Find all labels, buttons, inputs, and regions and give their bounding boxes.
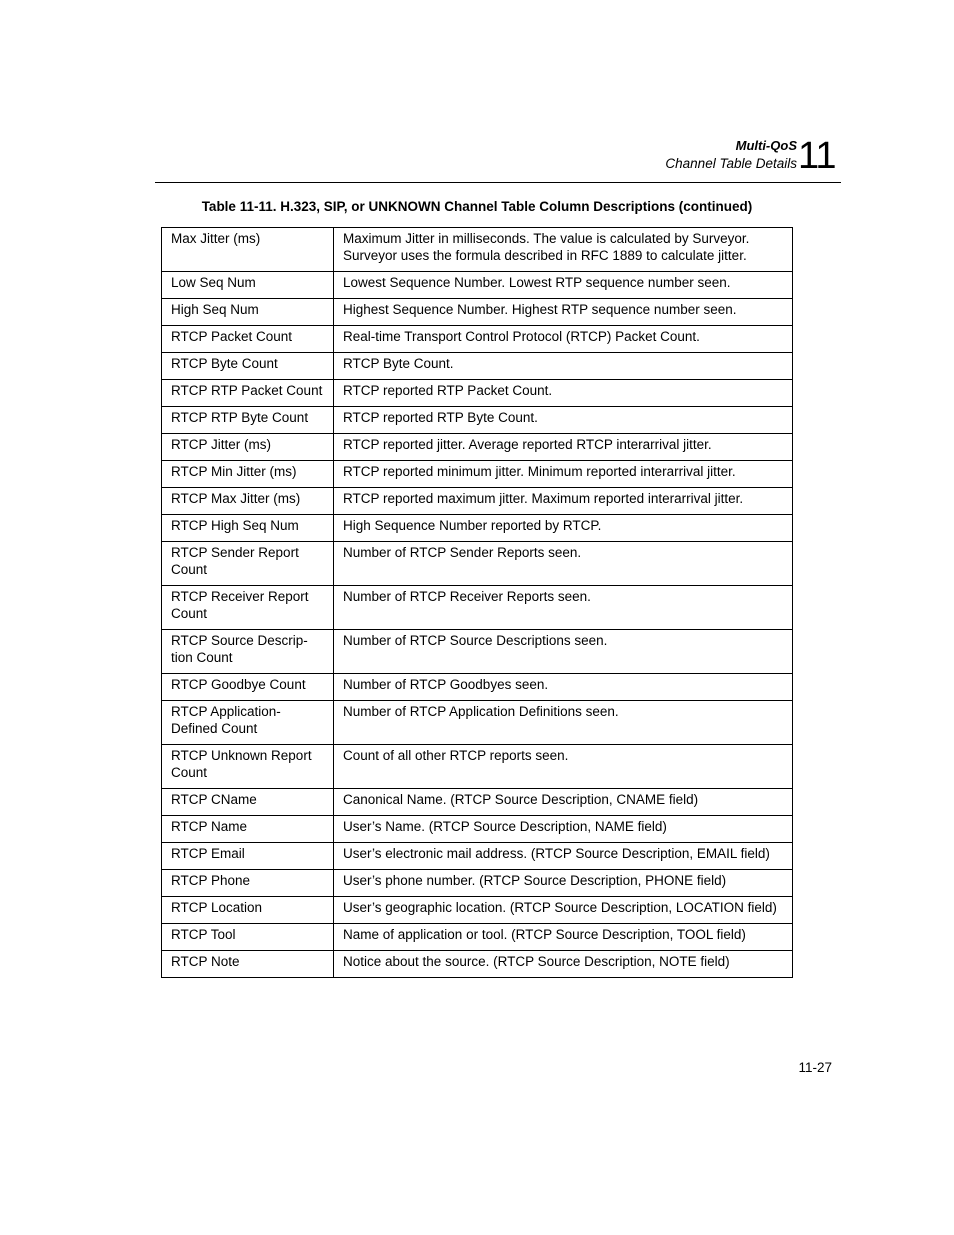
column-name-cell: High Seq Num (162, 299, 334, 326)
column-name-cell: RTCP Sender Report Count (162, 542, 334, 586)
column-name-cell: RTCP Goodbye Count (162, 674, 334, 701)
column-description-cell: Number of RTCP Receiver Reports seen. (334, 586, 793, 630)
column-name-cell: RTCP Jitter (ms) (162, 434, 334, 461)
table-caption: Table 11-11. H.323, SIP, or UNKNOWN Channel Table Column Descriptions (continued) (201, 199, 753, 214)
column-descriptions-table (161, 227, 793, 978)
column-description-cell: Canonical Name. (RTCP Source Description, CNAME field) (334, 789, 793, 816)
table-row (162, 745, 793, 789)
table-row (162, 515, 793, 542)
column-description-cell: RTCP reported jitter. Average reported RTCP interarrival jitter. (334, 434, 793, 461)
column-name-cell: RTCP Tool (162, 924, 334, 951)
column-description-cell: Number of RTCP Sender Reports seen. (334, 542, 793, 586)
column-name-cell: RTCP Min Jitter (ms) (162, 461, 334, 488)
column-description-cell: User’s electronic mail address. (RTCP Source Description, EMAIL field) (334, 843, 793, 870)
column-name-cell: Max Jitter (ms) (162, 228, 334, 272)
table-row (162, 407, 793, 434)
column-description-cell: User’s Name. (RTCP Source Description, NAME field) (334, 816, 793, 843)
table-row (162, 951, 793, 978)
table-row (162, 353, 793, 380)
column-name-cell: RTCP RTP Byte Count (162, 407, 334, 434)
table-body (162, 228, 793, 978)
table-row (162, 586, 793, 630)
column-description-cell: RTCP reported maximum jitter. Maximum reported interarrival jitter. (334, 488, 793, 515)
column-name-cell: Low Seq Num (162, 272, 334, 299)
column-description-cell: High Sequence Number reported by RTCP. (334, 515, 793, 542)
table-row (162, 488, 793, 515)
table-row (162, 326, 793, 353)
column-name-cell: RTCP Unknown Report Count (162, 745, 334, 789)
page-number: 11-27 (798, 1060, 832, 1075)
column-description-cell: RTCP reported RTP Byte Count. (334, 407, 793, 434)
column-name-cell: RTCP Email (162, 843, 334, 870)
column-name-cell: RTCP Name (162, 816, 334, 843)
column-description-cell: Notice about the source. (RTCP Source Description, NOTE field) (334, 951, 793, 978)
table-row (162, 630, 793, 674)
table-row (162, 272, 793, 299)
table-row (162, 701, 793, 745)
column-description-cell: RTCP reported minimum jitter. Minimum reported interarrival jitter. (334, 461, 793, 488)
column-description-cell: Number of RTCP Goodbyes seen. (334, 674, 793, 701)
column-name-cell: RTCP Max Jitter (ms) (162, 488, 334, 515)
table-row (162, 380, 793, 407)
chapter-number: 11 (798, 135, 836, 177)
column-name-cell: RTCP Packet Count (162, 326, 334, 353)
column-name-cell: RTCP High Seq Num (162, 515, 334, 542)
table-row (162, 674, 793, 701)
column-description-cell: Count of all other RTCP reports seen. (334, 745, 793, 789)
table-row (162, 299, 793, 326)
column-description-cell: Highest Sequence Number. Highest RTP sequence number seen. (334, 299, 793, 326)
column-name-cell: RTCP Byte Count (162, 353, 334, 380)
column-name-cell: RTCP Phone (162, 870, 334, 897)
running-header-subsection: Channel Table Details (665, 156, 797, 171)
column-description-cell: RTCP Byte Count. (334, 353, 793, 380)
table-row (162, 870, 793, 897)
table-row (162, 789, 793, 816)
column-description-cell: Number of RTCP Application Definitions seen. (334, 701, 793, 745)
column-description-cell: RTCP reported RTP Packet Count. (334, 380, 793, 407)
column-name-cell: RTCP Source Descrip-tion Count (162, 630, 334, 674)
table-row (162, 816, 793, 843)
column-name-cell: RTCP Note (162, 951, 334, 978)
table-row (162, 897, 793, 924)
column-name-cell: RTCP RTP Packet Count (162, 380, 334, 407)
header-rule (155, 182, 841, 183)
table-row (162, 228, 793, 272)
table-row (162, 924, 793, 951)
running-header-section: Multi-QoS (735, 138, 797, 153)
column-name-cell: RTCP Application-Defined Count (162, 701, 334, 745)
column-description-cell: Real-time Transport Control Protocol (RTCP) Packet Count. (334, 326, 793, 353)
table-row (162, 434, 793, 461)
column-name-cell: RTCP CName (162, 789, 334, 816)
column-name-cell: RTCP Location (162, 897, 334, 924)
table-row (162, 542, 793, 586)
table-row (162, 843, 793, 870)
column-description-cell: Maximum Jitter in milliseconds. The value is calculated by Surveyor. Surveyor uses the formula described in RFC 1889 to calculate jitter. (334, 228, 793, 272)
column-description-cell: Lowest Sequence Number. Lowest RTP sequence number seen. (334, 272, 793, 299)
column-description-cell: Number of RTCP Source Descriptions seen. (334, 630, 793, 674)
column-description-cell: User’s phone number. (RTCP Source Description, PHONE field) (334, 870, 793, 897)
column-name-cell: RTCP Receiver Report Count (162, 586, 334, 630)
column-description-cell: Name of application or tool. (RTCP Source Description, TOOL field) (334, 924, 793, 951)
column-description-cell: User’s geographic location. (RTCP Source Description, LOCATION field) (334, 897, 793, 924)
table-row (162, 461, 793, 488)
